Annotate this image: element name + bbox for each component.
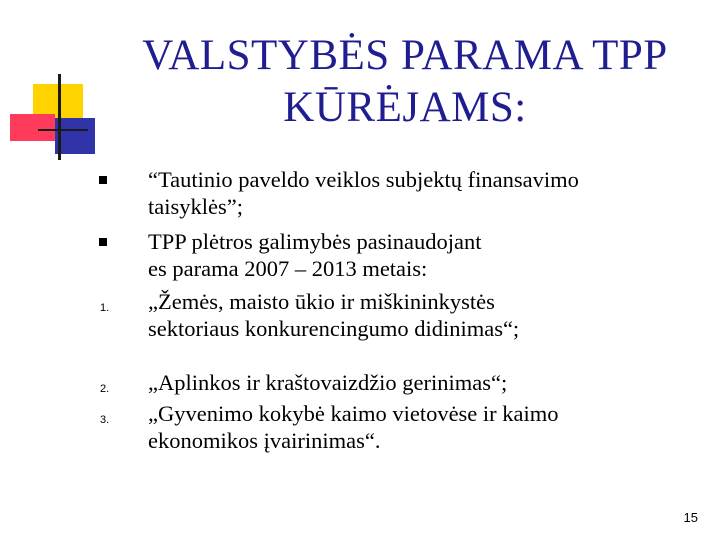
list-item-text: „Gyvenimo kokybė kaimo vietovėse ir kaimo	[148, 401, 559, 426]
list-item	[148, 166, 708, 220]
list-item-text: TPP plėtros galimybės pasinaudojant	[148, 229, 482, 254]
list-item-text: sektoriaus konkurencingumo didinimas“;	[148, 316, 520, 341]
bullet-square-icon	[99, 238, 107, 246]
list-number: 2.	[100, 383, 110, 395]
list-item	[100, 288, 708, 342]
slide-title-line: KŪRĖJAMS:	[283, 84, 527, 131]
page-number: 15	[683, 510, 698, 525]
list-item	[100, 400, 708, 454]
list-item-text: „Žemės, maisto ūkio ir miškininkystės	[148, 289, 495, 314]
list-item-text: taisyklės”;	[148, 194, 243, 219]
list-item-text: „Aplinkos ir kraštovaizdžio gerinimas“;	[148, 370, 508, 395]
list-item-text: es parama 2007 – 2013 metais:	[148, 256, 428, 281]
list-item-text: ekonomikos įvairinimas“.	[148, 428, 381, 453]
list-number: 1.	[100, 302, 110, 314]
list-number: 3.	[100, 414, 110, 426]
list-item	[100, 369, 708, 396]
list-item-text: “Tautinio paveldo veiklos subjektų finansavimo	[148, 167, 579, 192]
slide-title-line: VALSTYBĖS PARAMA TPP	[142, 32, 668, 79]
list-item	[148, 228, 708, 282]
bullet-square-icon	[99, 176, 107, 184]
